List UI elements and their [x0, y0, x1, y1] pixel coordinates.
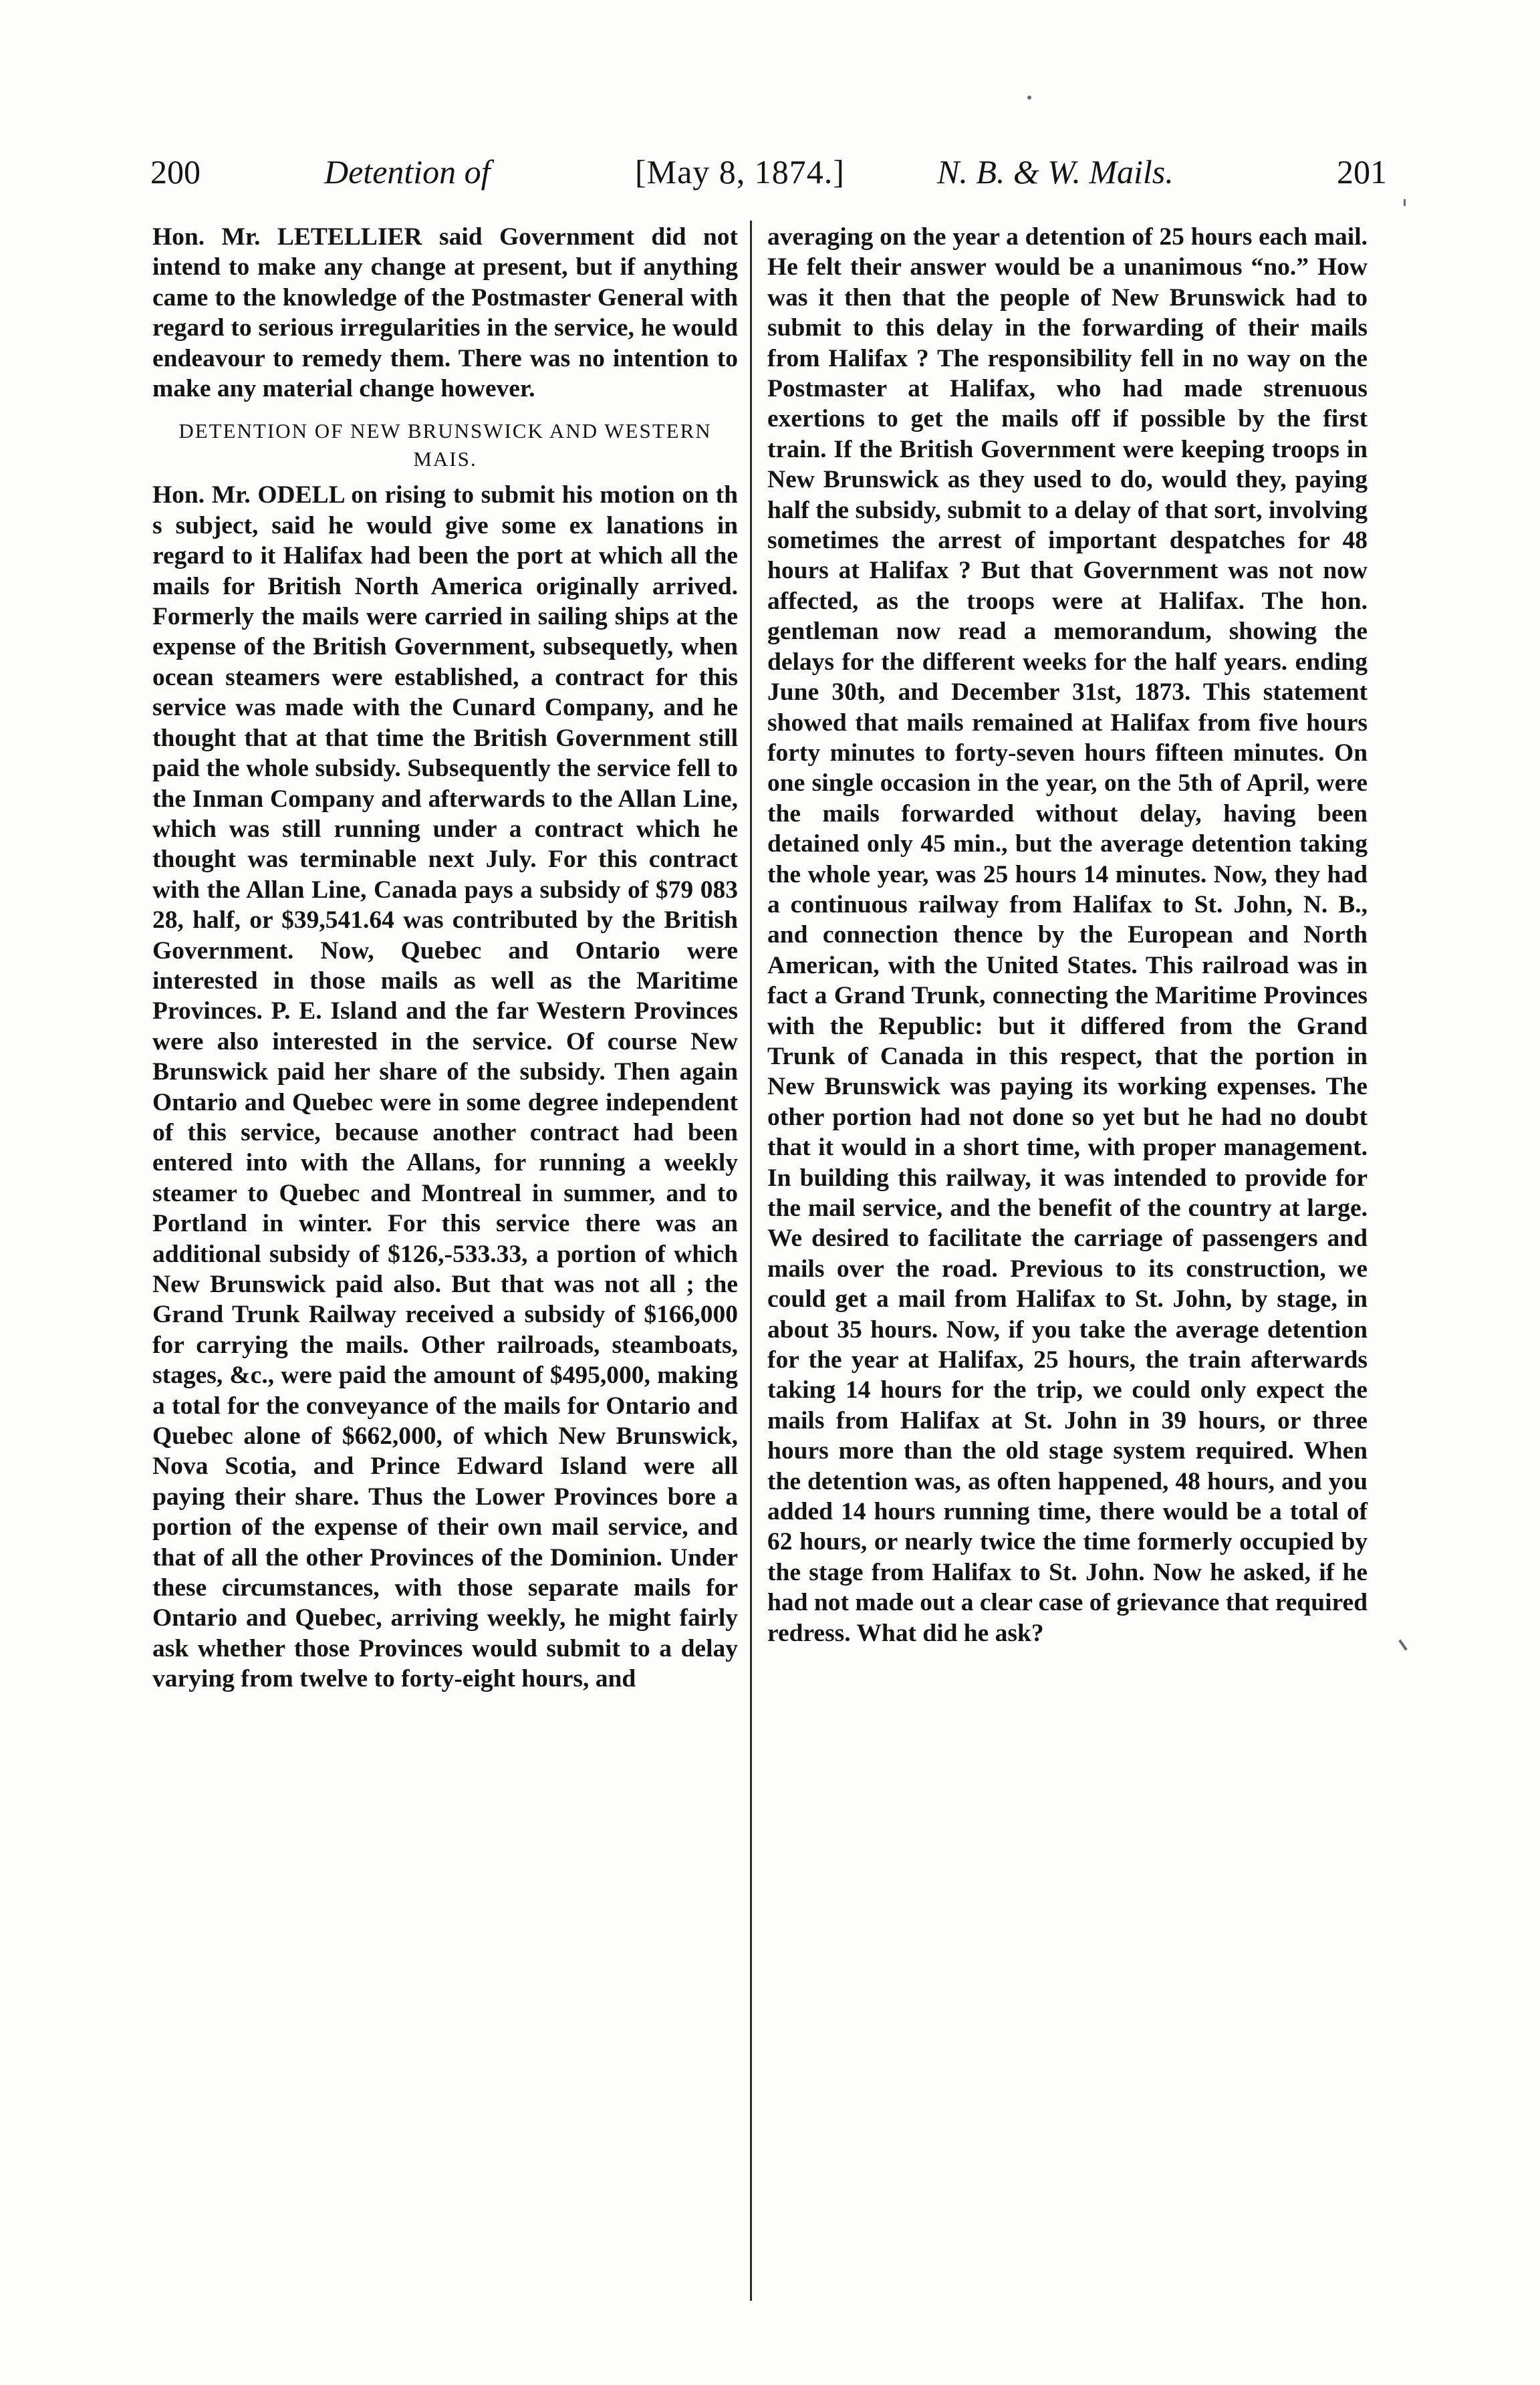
left-column: [152, 222, 738, 1694]
print-speck: [1398, 1639, 1408, 1650]
page-number-left: 200: [150, 153, 201, 191]
right-column: [767, 222, 1368, 1648]
print-speck: [1027, 96, 1031, 100]
odell-paragraph: Hon. Mr. ODELL on rising to submit his motion on th s subject, said he would give some ex lanations in regard to it Halifax had been the port at which all the mails for British North America originally arrived. Formerly the mails were carried in sailing ships at the expense of the British Government, subsequetly, when ocean steamers were established, a contract for this service was made with the Cunard Company, and he thought that at that time the British Government still paid the whole subsidy. Subsequently the service fell to the Inman Company and afterwards to the Allan Line, which was still running under a contract which he thought was terminable next July. For this contract with the Allan Line, Canada pays a subsidy of $79 083 28, half, or $39,541.64 was contributed by the British Government. Now, Quebec and Ontario were interested in those mails as well as the Maritime Provinces. P. E. Island and the far Western Provinces were also interested in the service. Of course New Brunswick paid her share of the subsidy. Then again Ontario and Quebec were in some degree independent of this service, because another contract had been entered into with the Allans, for running a weekly steamer to Quebec and Montreal in summer, and to Portland in winter. For this service there was an additional subsidy of $126,-533.33, a portion of which New Brunswick paid also. But that was not all ; the Grand Trunk Railway received a subsidy of $166,000 for carrying the mails. Other railroads, steamboats, stages, &c., were paid the amount of $495,000, making a total for the conveyance of the mails for Ontario and Quebec alone of $662,000, of which New Brunswick, Nova Scotia, and Prince Edward Island were all paying their share. Thus the Lower Provinces bore a portion of the expense of their own mail service, and that of all the other Provinces of the Dominion. Under these circumstances, with those separate mails for Ontario and Quebec, arriving weekly, he might fairly ask whether those Provinces would submit to a delay varying from twelve to forty-eight hours, and: [152, 481, 738, 1693]
running-title-right: N. B. & W. Mails.: [937, 153, 1174, 191]
page-number-right: 201: [1337, 153, 1387, 191]
column-divider: [750, 221, 752, 2301]
continued-paragraph: averaging on the year a detention of 25 hours each mail. He felt their answer would be a unanimous “no.” How was it then that the people of New Brunswick had to submit to this delay in the forwarding of their mails from Halifax ? The responsibility fell in no way on the Postmaster at Halifax, who had made strenuous exertions to get the mails off if possible by the first train. If the British Government were keeping troops in New Brunswick as they used to do, would they, paying half the subsidy, submit to a delay of that sort, involving sometimes the arrest of important despatches for 48 hours at Halifax ? But that Government was not now affected, as the troops were at Halifax. The hon. gentleman now read a memorandum, showing the delays for the different weeks for the half years. ending June 30th, and December 31st, 1873. This statement showed that mails remained at Halifax from five hours forty minutes to forty-seven hours fifteen minutes. On one single occasion in the year, on the 5th of April, were the mails forwarded without delay, having been detained only 45 min., but the average detention taking the whole year, was 25 hours 14 minutes. Now, they had a continuous railway from Halifax to St. John, N. B., and connection thence by the European and North American, with the United States. This railroad was in fact a Grand Trunk, connecting the Maritime Provinces with the Republic: but it differed from the Grand Trunk of Canada in this respect, that the portion in New Brunswick was paying its working expenses. The other portion had not done so yet but he had no doubt that it would in a short time, with proper management. In building this railway, it was intended to provide for the mail service, and the benefit of the country at large. We desired to facilitate the carriage of passengers and mails over the road. Previous to its construction, we could get a mail from Halifax to St. John, by stage, in about 35 hours. Now, if you take the average detention for the year at Halifax, 25 hours, the train afterwards taking 14 hours for the trip, we could only expect the mails from Halifax at St. John in 39 hours, or three hours more than the old stage system required. When the detention was, as often happened, 48 hours, and you added 14 hours running time, there would be a total of 62 hours, or nearly twice the time formerly occupied by the stage from Halifax to St. John. Now he asked, if he had not made out a clear case of grievance that required redress. What did he ask?: [767, 223, 1368, 1647]
running-head: [150, 148, 1387, 195]
issue-date: [May 8, 1874.]: [635, 153, 845, 191]
letellier-paragraph: Hon. Mr. LETELLIER said Government did not intend to make any change at present, but if anything came to the knowledge of the Postmaster General with regard to serious irregularities in the service, he would endeavour to remedy them. There was no intention to make any material change however.: [152, 223, 738, 403]
print-speck: [1404, 199, 1406, 206]
section-heading: DETENTION OF NEW BRUNSWICK AND WESTERN MAIS.: [178, 419, 712, 471]
running-title-left: Detention of: [324, 153, 491, 191]
